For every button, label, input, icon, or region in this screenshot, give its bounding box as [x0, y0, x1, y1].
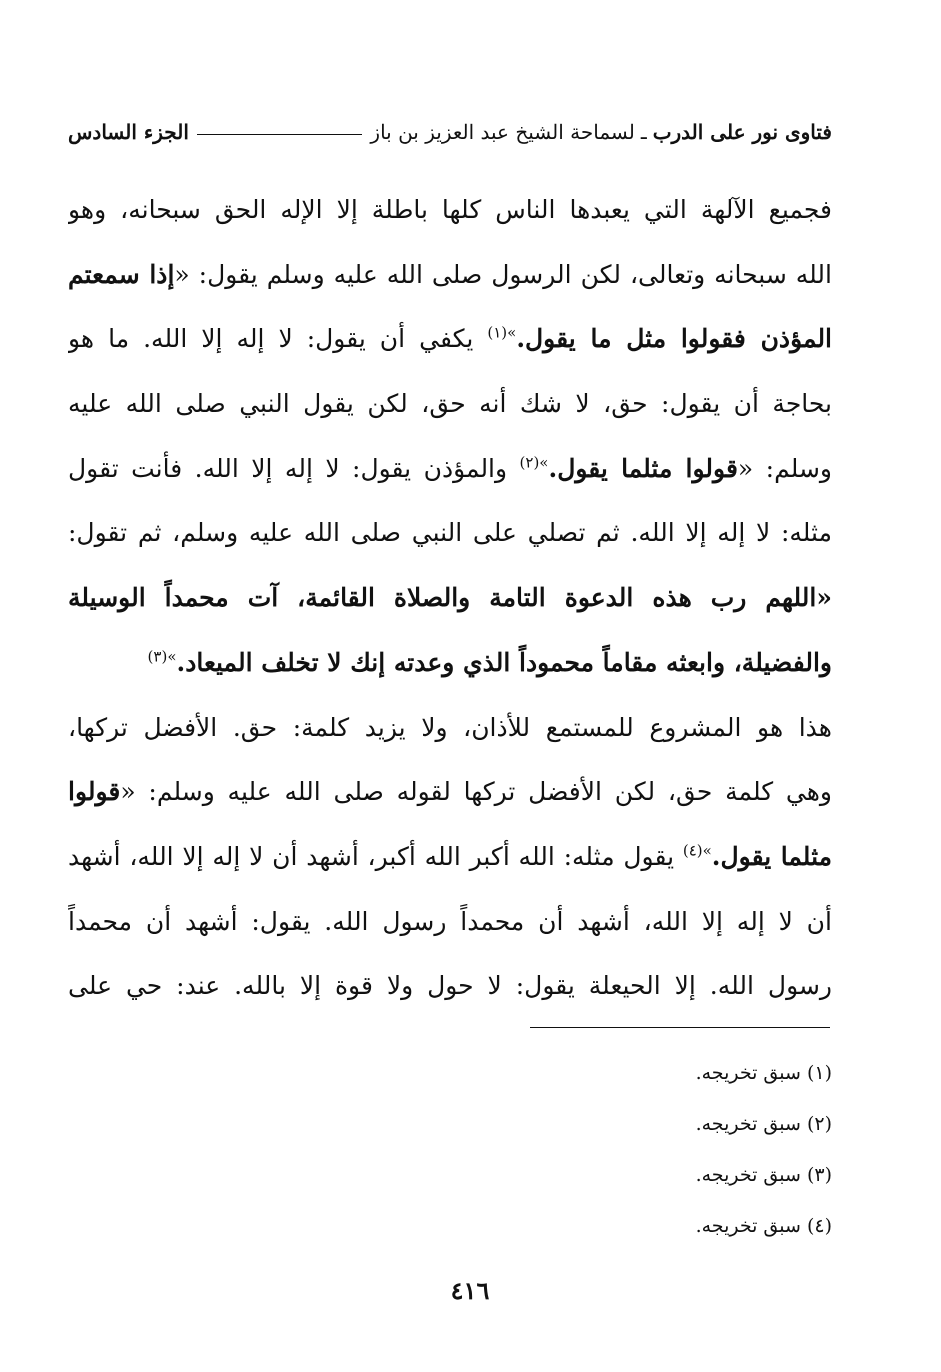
footnote-text: سبق تخريجه. [695, 1215, 801, 1237]
text-run: بحاجة أن يقول: حق، لا شك أنه حق، لكن يقول النبي صلى الله عليه [68, 389, 832, 419]
footnote-ref: »(٤) [682, 841, 712, 860]
page-number: ٤١٦ [450, 1276, 490, 1305]
text-line [68, 566, 832, 631]
hadith-quote: إذا سمعتم [68, 259, 175, 289]
text-run: والمؤذن يقول: لا إله إلا الله. فأنت تقول [68, 453, 520, 483]
text-line [68, 372, 832, 437]
hadith-quote: قولوا [68, 777, 121, 807]
text-line [68, 501, 832, 566]
footnote-text: سبق تخريجه. [695, 1062, 801, 1084]
hadith-quote: قولوا مثلما يقول. [548, 453, 738, 483]
text-run: وسلم: « [737, 453, 832, 483]
text-line [68, 954, 832, 1019]
footnote-number: (٤) [806, 1215, 832, 1237]
text-line [68, 631, 832, 696]
text-line [68, 243, 832, 308]
body-text [68, 178, 832, 1019]
text-run: هذا هو المشروع للمستمع للأذان، ولا يزيد كلمة: حق. الأفضل تركها، [68, 712, 832, 742]
header-dash: ـ [640, 120, 647, 144]
hadith-quote: المؤذن فقولوا مثل ما يقول. [516, 324, 832, 354]
text-run: الله سبحانه وتعالى، لكن الرسول صلى الله عليه وسلم يقول: « [174, 259, 832, 289]
dua-quote: «اللهم رب هذه الدعوة التامة والصلاة القائمة، آت محمداً الوسيلة [68, 583, 832, 613]
text-line [68, 890, 832, 955]
dua-quote: والفضيلة، وابعثه مقاماً محموداً الذي وعدته إنك لا تخلف الميعاد. [176, 647, 832, 677]
footnote-text: سبق تخريجه. [695, 1164, 801, 1186]
footnote-ref: »(٢) [519, 453, 549, 472]
text-run: رسول الله. إلا الحيعلة يقول: لا حول ولا قوة إلا بالله. عند: حي على [68, 971, 832, 1001]
volume-part: الجزء السادس [68, 120, 189, 144]
footnote-number: (١) [806, 1062, 832, 1084]
footnote-separator [530, 1027, 830, 1028]
text-run: أن لا إله إلا الله، أشهد أن محمداً رسول الله. يقول: أشهد أن محمداً [68, 906, 832, 936]
text-line [68, 307, 832, 372]
footnote-item [430, 1201, 832, 1252]
text-line [68, 437, 832, 502]
text-line [68, 696, 832, 761]
author-line: لسماحة الشيخ عبد العزيز بن باز [370, 120, 635, 144]
text-run: وهي كلمة حق، لكن الأفضل تركها لقوله صلى الله عليه وسلم: « [120, 777, 832, 807]
footnote-item [430, 1099, 832, 1150]
hadith-quote: مثلما يقول. [711, 841, 832, 871]
footnote-number: (٣) [806, 1164, 832, 1186]
footnote-text: سبق تخريجه. [695, 1113, 801, 1135]
footnotes [430, 1048, 832, 1252]
header-rule [197, 134, 363, 135]
text-run: يقول مثله: الله أكبر الله أكبر، أشهد أن لا إله إلا الله، أشهد [68, 841, 683, 871]
text-run: مثله: لا إله إلا الله. ثم تصلي على النبي صلى الله عليه وسلم، ثم تقول: [68, 518, 832, 548]
footnote-number: (٢) [806, 1113, 832, 1135]
footnote-item [430, 1048, 832, 1099]
text-run: يكفي أن يقول: لا إله إلا الله. ما هو [68, 324, 488, 354]
text-line [68, 825, 832, 890]
footnote-ref: »(٣) [147, 647, 177, 666]
book-title: فتاوى نور على الدرب [652, 120, 832, 144]
text-line [68, 760, 832, 825]
footnote-item [430, 1150, 832, 1201]
running-header [68, 112, 832, 152]
footnote-ref: »(١) [487, 324, 517, 343]
text-run: فجميع الآلهة التي يعبدها الناس كلها باطلة إلا الإله الحق سبحانه، وهو [68, 195, 832, 224]
text-line [68, 178, 832, 243]
